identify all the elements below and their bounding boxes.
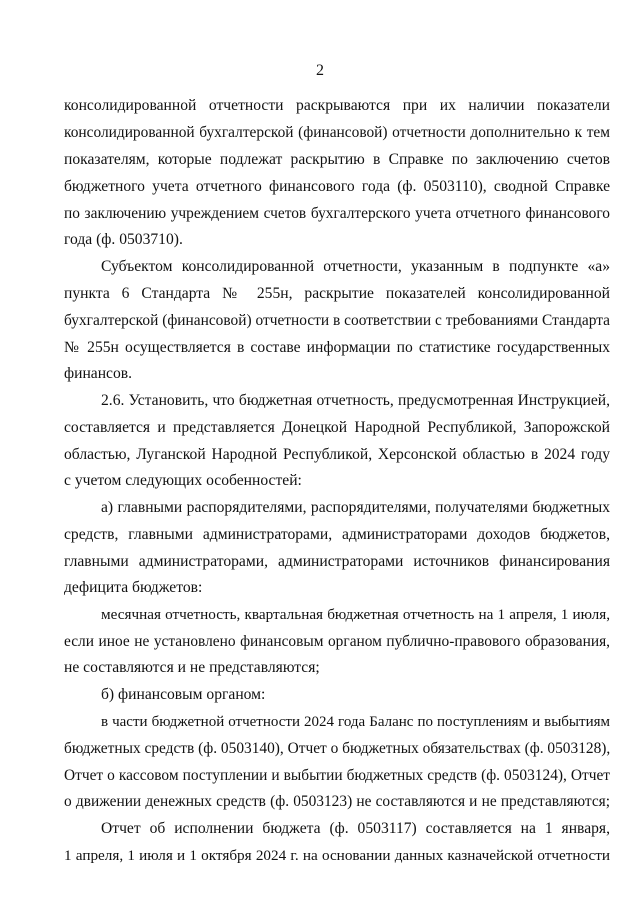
text-line: главными администраторами, администраторами источников финансирования [64, 553, 610, 570]
text-line: в части бюджетной отчетности 2024 года Баланс по поступлениям и выбытиям [101, 714, 610, 730]
text-line: 2.6. Установить, что бюджетная отчетность, предусмотренная Инструкцией, [101, 392, 610, 409]
text-line: средств, главными администраторами, администраторами доходов бюджетов, [64, 526, 610, 543]
text-line: консолидированной отчетности раскрываются при их наличии показатели [64, 97, 610, 114]
text-line: консолидированной бухгалтерской (финансовой) отчетности дополнительно к тем [64, 124, 610, 141]
text-line: не составляются и не представляются; [64, 659, 320, 676]
text-line: пункта 6 Стандарта № 255н, раскрытие показателей консолидированной [64, 285, 610, 302]
text-line: областью, Луганской Народной Республикой, Херсонской областью в 2024 году [64, 446, 610, 463]
text-line: месячная отчетность, квартальная бюджетная отчетность на 1 апреля, 1 июля, [101, 606, 610, 623]
text-line: Отчет об исполнении бюджета (ф. 0503117) составляется на 1 января, [101, 820, 610, 837]
text-line: года (ф. 0503710). [64, 231, 183, 248]
text-line: Отчет о кассовом поступлении и выбытии бюджетных средств (ф. 0503124), Отчет [64, 767, 610, 784]
text-line: Субъектом консолидированной отчетности, указанным в подпункте «а» [101, 258, 610, 275]
text-line: б) финансовым органом: [101, 686, 266, 703]
text-line: по заключению учреждением счетов бухгалтерского учета отчетного финансового [64, 205, 610, 222]
text-line: составляется и представляется Донецкой Народной Республикой, Запорожской [64, 419, 610, 436]
text-line: финансов. [64, 365, 133, 382]
text-line: бюджетного учета отчетного финансового года (ф. 0503110), сводной Справке [64, 178, 610, 195]
text-line: с учетом следующих особенностей: [64, 472, 302, 489]
text-line: № 255н осуществляется в составе информации по статистике государственных [64, 339, 610, 356]
text-line: дефицита бюджетов: [64, 579, 203, 596]
text-line: бюджетных средств (ф. 0503140), Отчет о бюджетных обязательствах (ф. 0503128), [64, 740, 611, 757]
text-line: бухгалтерской (финансовой) отчетности в соответствии с требованиями Стандарта [64, 312, 610, 329]
page-number: 2 [316, 62, 324, 79]
text-line: показателям, которые подлежат раскрытию в Справке по заключению счетов [64, 151, 610, 168]
text-line: о движении денежных средств (ф. 0503123) не составляются и не представляются; [64, 793, 610, 810]
text-line: 1 апреля, 1 июля и 1 октября 2024 г. на основании данных казначейской отчетности [64, 847, 610, 864]
text-line: а) главными распорядителями, распорядителями, получателями бюджетных [101, 499, 610, 516]
text-line: если иное не установлено финансовым органом публично-правового образования, [64, 633, 610, 650]
